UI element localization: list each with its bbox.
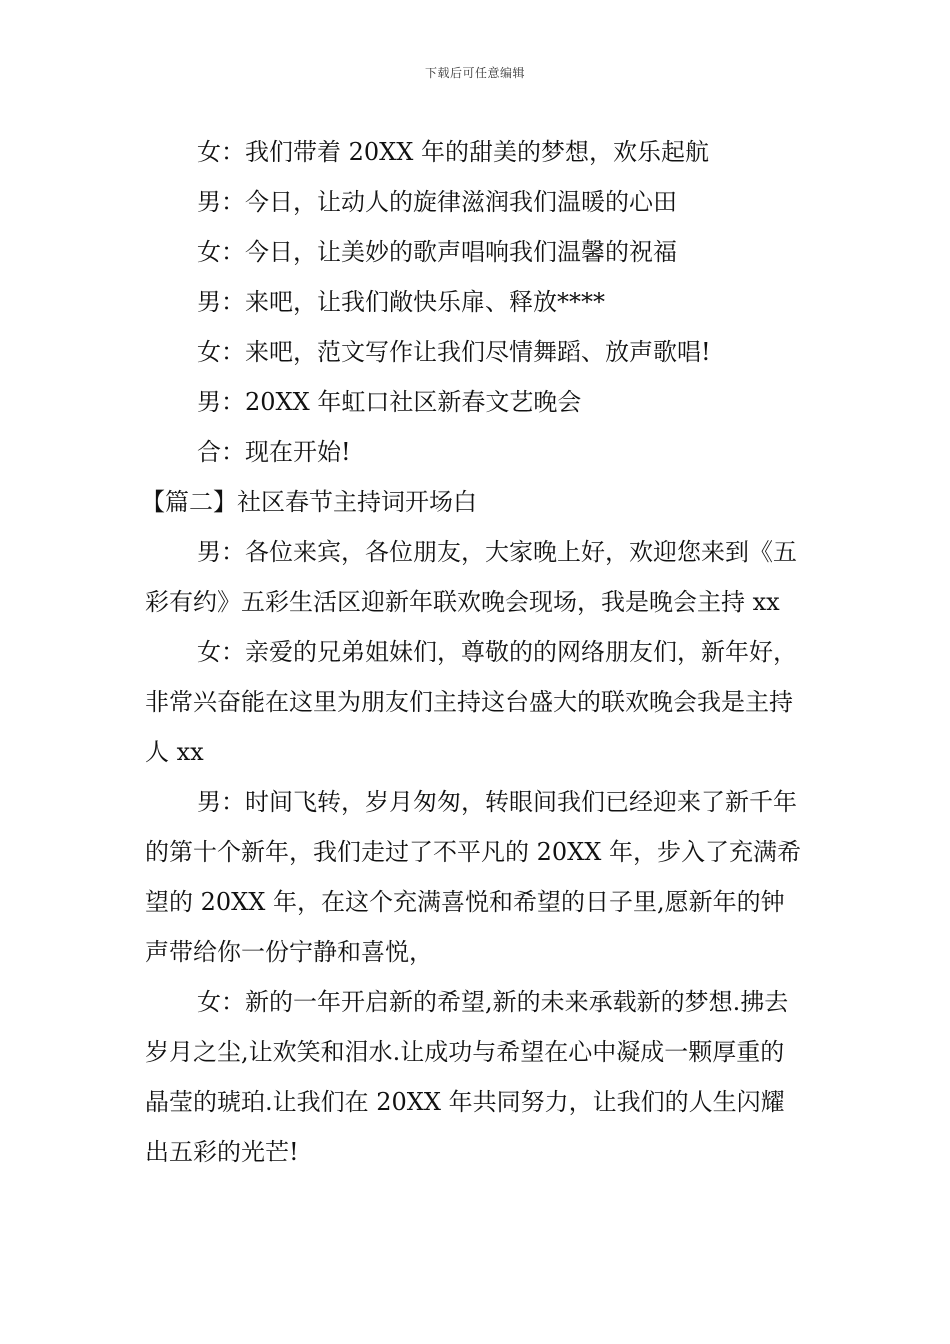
dialogue-line: 合：现在开始! <box>197 438 351 466</box>
dialogue-paragraph: 男：时间飞转，岁月匆匆，转眼间我们已经迎来了新千年的第十个新年，我们走过了不平凡的 20XX 年，步入了充满希望的 20XX 年，在这个充满喜悦和希望的日子里,愿新年的钟声带给你一份宁静和喜悦， <box>145 788 801 966</box>
dialogue-line: 男：20XX 年虹口社区新春文艺晚会 <box>197 388 582 416</box>
dialogue-paragraph: 女：新的一年开启新的希望,新的未来承载新的梦想.拂去岁月之尘,让欢笑和泪水.让成功与希望在心中凝成一颗厚重的晶莹的琥珀.让我们在 20XX 年共同努力，让我们的人生闪耀出五彩的光芒! <box>145 988 789 1166</box>
section-title: 【篇二】社区春节主持词开场白 <box>141 488 477 516</box>
dialogue-line: 女：今日，让美妙的歌声唱响我们温馨的祝福 <box>197 238 677 266</box>
dialogue-line: 男：今日，让动人的旋律滋润我们温暖的心田 <box>197 188 677 216</box>
dialogue-paragraph: 男：各位来宾，各位朋友，大家晚上好，欢迎您来到《五彩有约》五彩生活区迎新年联欢晚会现场，我是晚会主持 xx <box>145 538 797 616</box>
dialogue-line: 女：我们带着 20XX 年的甜美的梦想，欢乐起航 <box>197 138 709 166</box>
dialogue-line: 女：来吧，范文写作让我们尽情舞蹈、放声歌唱! <box>197 338 711 366</box>
document-body <box>141 127 807 1177</box>
dialogue-paragraph: 女：亲爱的兄弟姐妹们，尊敬的的网络朋友们，新年好，非常兴奋能在这里为朋友们主持这台盛大的联欢晚会我是主持人 xx <box>145 638 797 766</box>
header-note: 下载后可任意编辑 <box>424 66 525 80</box>
dialogue-line: 男：来吧，让我们敞快乐扉、释放**** <box>197 288 605 316</box>
